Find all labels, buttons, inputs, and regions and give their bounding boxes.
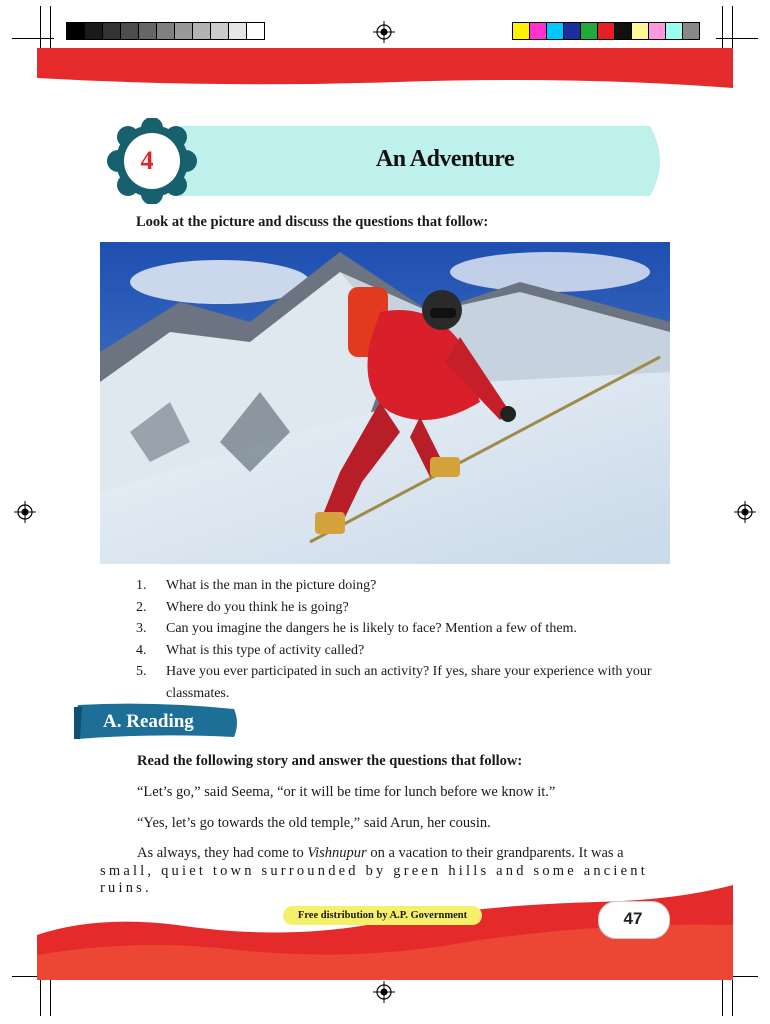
- swatch: [192, 22, 211, 40]
- swatch: [665, 22, 683, 40]
- question-text: Have you ever participated in such an activity? If yes, share your experience with your classmates.: [166, 664, 652, 701]
- chapter-number: 4: [140, 146, 154, 175]
- swatch: [614, 22, 632, 40]
- story-paragraph: “Let’s go,” said Seema, “or it will be time for lunch before we know it.”: [137, 784, 556, 800]
- swatch: [546, 22, 564, 40]
- question-number: 5.: [136, 664, 147, 679]
- list-item: [136, 597, 676, 619]
- story-paragraph: [137, 845, 624, 862]
- question-number: 4.: [136, 642, 147, 658]
- page-number: 47: [623, 909, 643, 928]
- list-item: [136, 661, 676, 704]
- swatch: [648, 22, 666, 40]
- mountain-climber-photo: [100, 242, 670, 564]
- question-text: What is this type of activity called?: [166, 642, 365, 658]
- section-heading: A. Reading: [103, 711, 194, 732]
- story-paragraph: “Yes, let’s go towards the old temple,” said Arun, her cousin.: [137, 815, 491, 831]
- header-band: [37, 48, 733, 98]
- swatch: [529, 22, 547, 40]
- swatch: [138, 22, 157, 40]
- swatch: [156, 22, 175, 40]
- swatch: [228, 22, 247, 40]
- distribution-badge: Free distribution by A.P. Government: [283, 906, 482, 925]
- swatch: [682, 22, 700, 40]
- list-item: [136, 618, 676, 640]
- registration-mark-icon: [373, 21, 395, 43]
- question-number: 1.: [136, 578, 147, 593]
- swatch: [66, 22, 85, 40]
- question-number: 3.: [136, 621, 147, 636]
- reading-instruction: Read the following story and answer the questions that follow:: [137, 753, 523, 769]
- place-name: Vishnupur: [307, 845, 367, 861]
- story-text: on a vacation to their grandparents. It was a: [366, 845, 624, 861]
- swatch: [512, 22, 530, 40]
- swatch: [102, 22, 121, 40]
- registration-mark-icon: [734, 501, 756, 523]
- discussion-instruction: Look at the picture and discuss the questions that follow:: [136, 214, 489, 230]
- swatch: [580, 22, 598, 40]
- question-text: Can you imagine the dangers he is likely to face? Mention a few of them.: [166, 621, 577, 636]
- story-paragraph-continued: small, quiet town surrounded by green hills and some ancient ruins.: [100, 863, 648, 896]
- question-text: What is the man in the picture doing?: [166, 578, 377, 593]
- registration-mark-icon: [14, 501, 36, 523]
- question-number: 2.: [136, 599, 147, 615]
- swatch: [597, 22, 615, 40]
- question-text: Where do you think he is going?: [166, 599, 349, 615]
- story-text: As always, they had come to: [137, 845, 308, 861]
- swatch: [84, 22, 103, 40]
- registration-mark-icon: [373, 981, 395, 1003]
- chapter-title: An Adventure: [375, 146, 515, 172]
- discussion-questions: [136, 575, 676, 704]
- swatch: [631, 22, 649, 40]
- swatch: [563, 22, 581, 40]
- swatch: [246, 22, 265, 40]
- list-item: [136, 640, 676, 662]
- swatch: [174, 22, 193, 40]
- list-item: [136, 575, 676, 597]
- swatch: [120, 22, 139, 40]
- swatch: [210, 22, 229, 40]
